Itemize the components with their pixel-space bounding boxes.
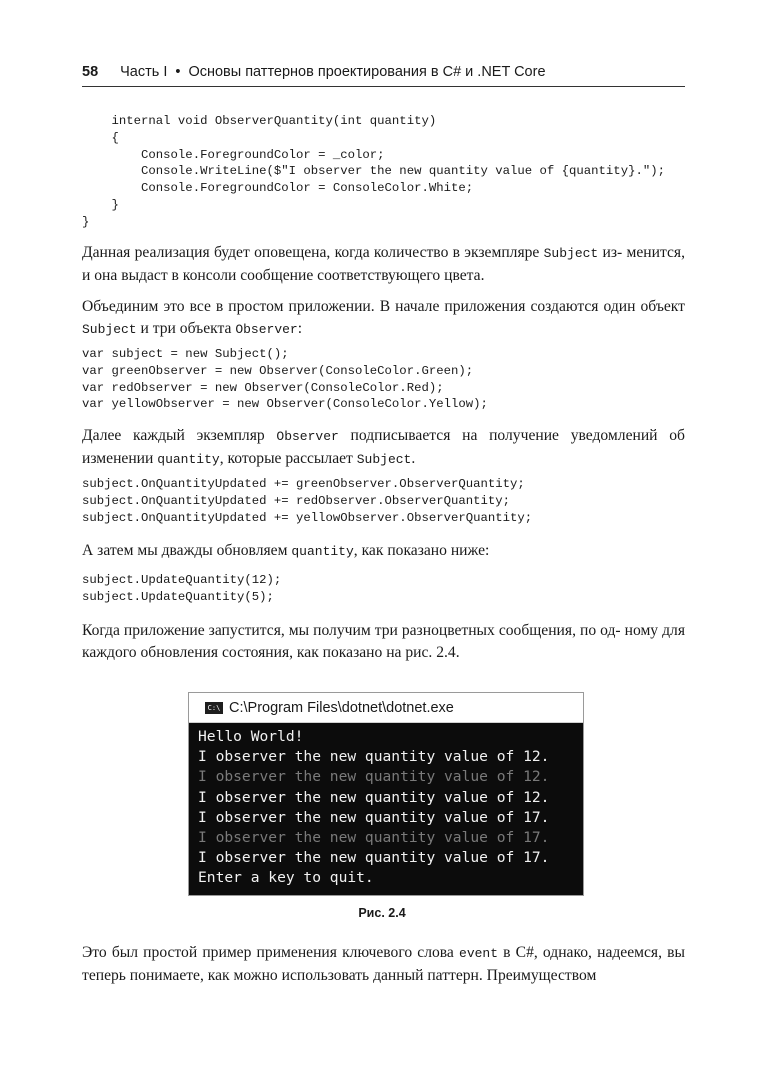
p1-text-1: Данная реализация будет оповещена, когда количество в экземпляре	[82, 244, 544, 261]
paragraph-6	[82, 942, 685, 987]
p6-text-1: Это был простой пример применения ключевого слова	[82, 944, 460, 961]
p4-text-1: А затем мы дважды обновляем	[82, 542, 292, 559]
console-app-icon: C:\	[205, 702, 223, 714]
paragraph-5	[82, 620, 685, 664]
console-title: C:\Program Files\dotnet\dotnet.exe	[229, 699, 454, 716]
p4-code-1: quantity	[291, 544, 354, 559]
code-block-update: subject.UpdateQuantity(12); subject.UpdateQuantity(5);	[82, 573, 282, 604]
p2-code-2: Observer	[235, 322, 298, 337]
p3-code-1: Observer	[276, 429, 339, 444]
paragraph-2	[82, 296, 685, 341]
p4-text-2: , как показано ниже:	[353, 542, 490, 559]
p2-text-3: :	[297, 320, 303, 337]
header-separator: •	[175, 64, 181, 80]
running-header	[82, 63, 685, 81]
p3-text-1: Далее каждый экземпляр	[82, 427, 277, 444]
console-line: I observer the new quantity value of 17.	[198, 808, 550, 826]
p3-text-2: подписывается на получение уведомлений об изменении	[82, 427, 685, 467]
console-titlebar	[189, 693, 583, 723]
console-line: Enter a key to quit.	[198, 869, 374, 887]
console-line: Hello World!	[198, 728, 304, 745]
console-output	[189, 723, 583, 889]
p2-text-2: и три объекта	[136, 320, 236, 337]
paragraph-4	[82, 540, 685, 563]
p2-text-1: Объединим это все в простом приложении. В начале приложения создаются один объект	[82, 298, 685, 315]
p5-text-1: Когда приложение запустится, мы получим три разноцветных сообщения, по од- ному для каждого обновления состояния, как показано на рис. 2.4.	[82, 622, 685, 661]
console-line: I observer the new quantity value of 17.	[198, 849, 550, 867]
p3-text-3: , которые рассылает	[219, 450, 357, 467]
p2-code-1: Subject	[82, 322, 137, 337]
console-window-figure	[188, 692, 584, 896]
chapter-title: Основы паттернов проектирования в C# и .NET Core	[188, 64, 546, 80]
console-line: I observer the new quantity value of 12.	[198, 768, 550, 786]
p3-code-3: Subject	[356, 452, 412, 467]
p6-code-1: event	[459, 946, 499, 961]
p1-text-2: из- менится, и она выдаст в консоли сообщение соответствующего цвета.	[82, 244, 685, 284]
console-line: I observer the new quantity value of 12.	[198, 748, 550, 766]
p3-text-4: .	[411, 450, 416, 467]
paragraph-1	[82, 242, 685, 287]
figure-caption: Рис. 2.4	[358, 906, 406, 920]
code-block-observer-method: internal void ObserverQuantity(int quantity) { Console.ForegroundColor = _color; Console.WriteLine($"I observer the new quantity value of {quantity}."); Console.ForegroundColor = ConsoleColor.White; } }	[82, 114, 665, 229]
header-rule	[82, 86, 685, 87]
console-line: I observer the new quantity value of 12.	[198, 788, 550, 806]
code-block-setup: var subject = new Subject(); var greenObserver = new Observer(ConsoleColor.Green); var redObserver = new Observer(ConsoleColor.Red); var yellowObserver = new Observer(ConsoleColor.Yellow);	[82, 347, 488, 412]
page-number: 58	[82, 64, 99, 80]
paragraph-3	[82, 425, 685, 471]
p3-code-2: quantity	[157, 452, 220, 467]
p6-text-2: в C#, однако, надеемся, вы теперь понимаете, как можно использовать данный паттерн. Преимуществом	[82, 944, 685, 984]
console-line: I observer the new quantity value of 17.	[198, 828, 550, 846]
p1-code-1: Subject	[543, 246, 599, 261]
code-block-subscribe: subject.OnQuantityUpdated += greenObserver.ObserverQuantity; subject.OnQuantityUpdated += redObserver.ObserverQuantity; subject.OnQuantityUpdated += yellowObserver.ObserverQuantity;	[82, 477, 533, 525]
part-label: Часть I	[120, 64, 168, 80]
